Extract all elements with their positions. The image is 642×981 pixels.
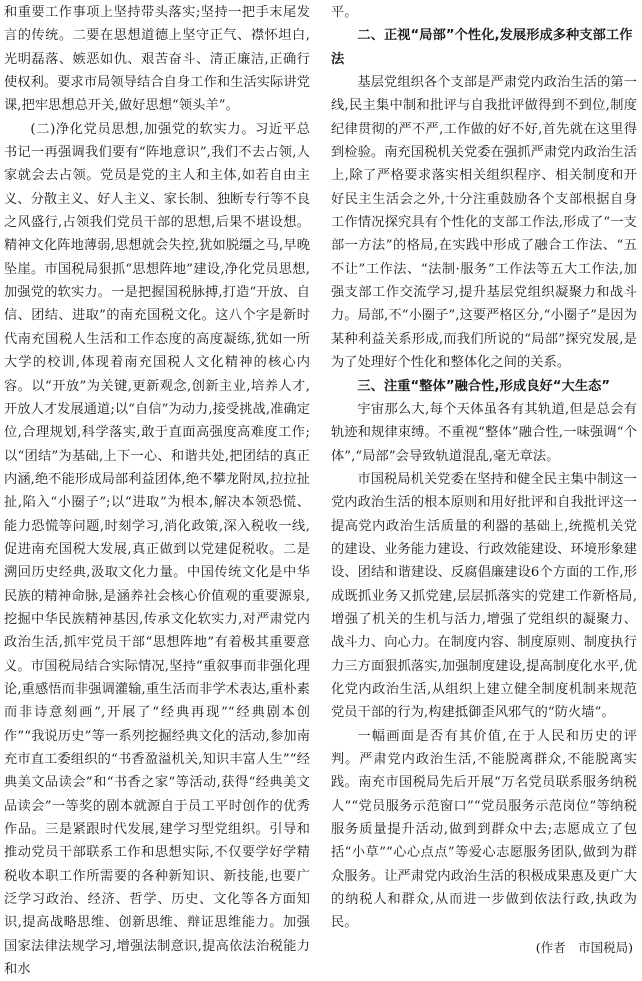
section-heading-3: 三、注重“整体”融合性,形成良好“大生态” <box>357 378 611 394</box>
right-column <box>331 1 637 959</box>
author-credit: (作者 市国税局) <box>535 939 633 955</box>
paragraph: 一幅画面是否有其价值,在于人民和历史的评判。严肃党内政治生活,不能脱离群众,不能脱离实践。南充市国税局先后开展“万名党员联系服务纳税人”“党员服务示范窗口”“党员服务示范岗位”等纳税服务质量提升活动,做到到群众中去;志愿成立了包括“小草”“心心点点”等爱心志愿服务团队,做到为群众服务。让严肃党内政治生活的积极成果惠及更广大的纳税人和群众,从而进一步做到依法行政,执政为民。 <box>331 728 637 931</box>
paragraph: 和重要工作事项上坚持带头落实;坚持一把手末尾发言的传统。二要在思想道德上坚守正气、襟怀坦白,光明磊落、嫉恶如仇、艰苦奋斗、清正廉洁,正确行使权利。要求市局领导结合自身工作和生活实际讲党课,把牢思想总开关,做好思想“领头羊”。 <box>4 5 310 114</box>
paragraph: 市国税局机关党委在坚持和健全民主集中制这一党内政治生活的根本原则和用好批评和自我批评这一提高党内政治生活质量的利器的基础上,统揽机关党的建设、业务能力建设、行政效能建设、环境形象建设、团结和谐建设、反腐倡廉建设6个方面的工作,形成既抓业务又抓党建,层层抓落实的党建工作新格局,增强了机关的生机与活力,增强了党组织的凝聚力、战斗力、向心力。在制度内容、制度原则、制度执行力三方面狠抓落实,加强制度建设,提高制度化水平,优化党内政治生活,从组织上建立健全制度机制来规范党员干部的行为,构建抵御歪风邪气的“防火墙”。 <box>331 471 637 721</box>
paragraph: 平。 <box>331 5 358 20</box>
paragraph: (二)净化党员思想,加强党的软实力。习近平总书记一再强调我们要有“阵地意识”,我们不去占领,人家就会去占领。党员是党的主人和主体,如若自由主义、分散主义、好人主义、家长制、独断专行等不良之风盛行,占领我们党员干部的思想,后果不堪设想。精神文化阵地薄弱,思想就会失控,犹如脱缰之马,早晚坠崖。市国税局狠抓“思想阵地”建设,净化党员思想,加强党的软实力。一是把握国税脉搏,打造“开放、自信、团结、进取”的南充国税文化。这八个字是新时代南充国税人生活和工作态度的高度凝练,犹如一所大学的校训,体现着南充国税人文化精神的核心内容。以“开放”为关键,更新观念,创新主业,培养人才,开放人才发展通道;以“自信”为动力,接受挑战,准确定位,合理规划,科学落实,敢于直面高强度高难度工作;以“团结”为基础,上下一心、和谐共处,把团结的真正内涵,绝不能形成局部利益团体,绝不攀龙附凤,拉拉扯扯,陷入“小圈子”;以“进取”为根本,解决本领恐慌、能力恐慌等问题,时刻学习,消化政策,深入税收一线,促进南充国税大发展,真正做到以党建促税收。二是溯回历史经典,汲取文化力量。中国传统文化是中华民族的精神命脉,是涵养社会核心价值观的重要源泉,挖掘中华民族精神基因,传承文化软实力,对严肃党内政治生活,抓牢党员干部“思想阵地”有着极其重要意义。市国税局结合实际情况,坚持“重叙事而非强化理论,重感悟而非强调灌输,重生活而非学术表达,重朴素而非诗意刻画”,开展了“经典再现”“经典剧本创作”“我说历史”等一系列挖掘经典文化的活动,参加南充市直工委组织的“书香盈溢机关,知识丰富人生”“经典美文品读会”和“书香之家”等活动,获得“经典美文品读会”一等奖的剧本就源自于员工平时创作的优秀作品。三是紧跟时代发展,建学习型党组织。引导和推动党员干部联系工作和思想实际,不仅要学好学精税收本职工作所需要的各种新知识、新技能,也要广泛学习政治、经济、哲学、历史、文化等各方面知识,提高战略思维、创新思维、辩证思维能力。加强国家法律法规学习,增强法制意识,提高依法治税能力和水 <box>4 121 310 978</box>
section-heading-2: 二、正视“局部”个性化,发展形成多种支部工作法 <box>331 28 633 67</box>
paragraph: 宇宙那么大,每个天体虽各有其轨道,但是总会有轨迹和规律束缚。不重视“整体”融合性,一味强调“个体”,“局部”会导致轨道混乱,毫无章法。 <box>331 401 637 464</box>
paragraph: 基层党组织各个支部是严肃党内政治生活的第一线,民主集中制和批评与自我批评做得到不到位,制度纪律贯彻的严不严,工作做的好不好,首先就在这里得到检验。南充国税机关党委在强抓严肃党内政治生活上,除了严格要求落实相关组织程序、相关制度和开好民主生活会之外,十分注重鼓励各个支部根据自身工作情况探究具有个性化的支部工作法,形成了“一支部一方法”的格局,在实践中形成了融合工作法、“五不让”工作法、“法制·服务”工作法等五大工作法,加强支部工作交流学习,提升基层党组织凝聚力和战斗力。局部,不“小圈子”,这要严格区分,“小圈子”是因为某种利益关系形成,而我们所说的“局部”探究发展,是为了处理好个性化和整体化之间的关系。 <box>331 75 637 371</box>
left-column <box>4 1 310 981</box>
